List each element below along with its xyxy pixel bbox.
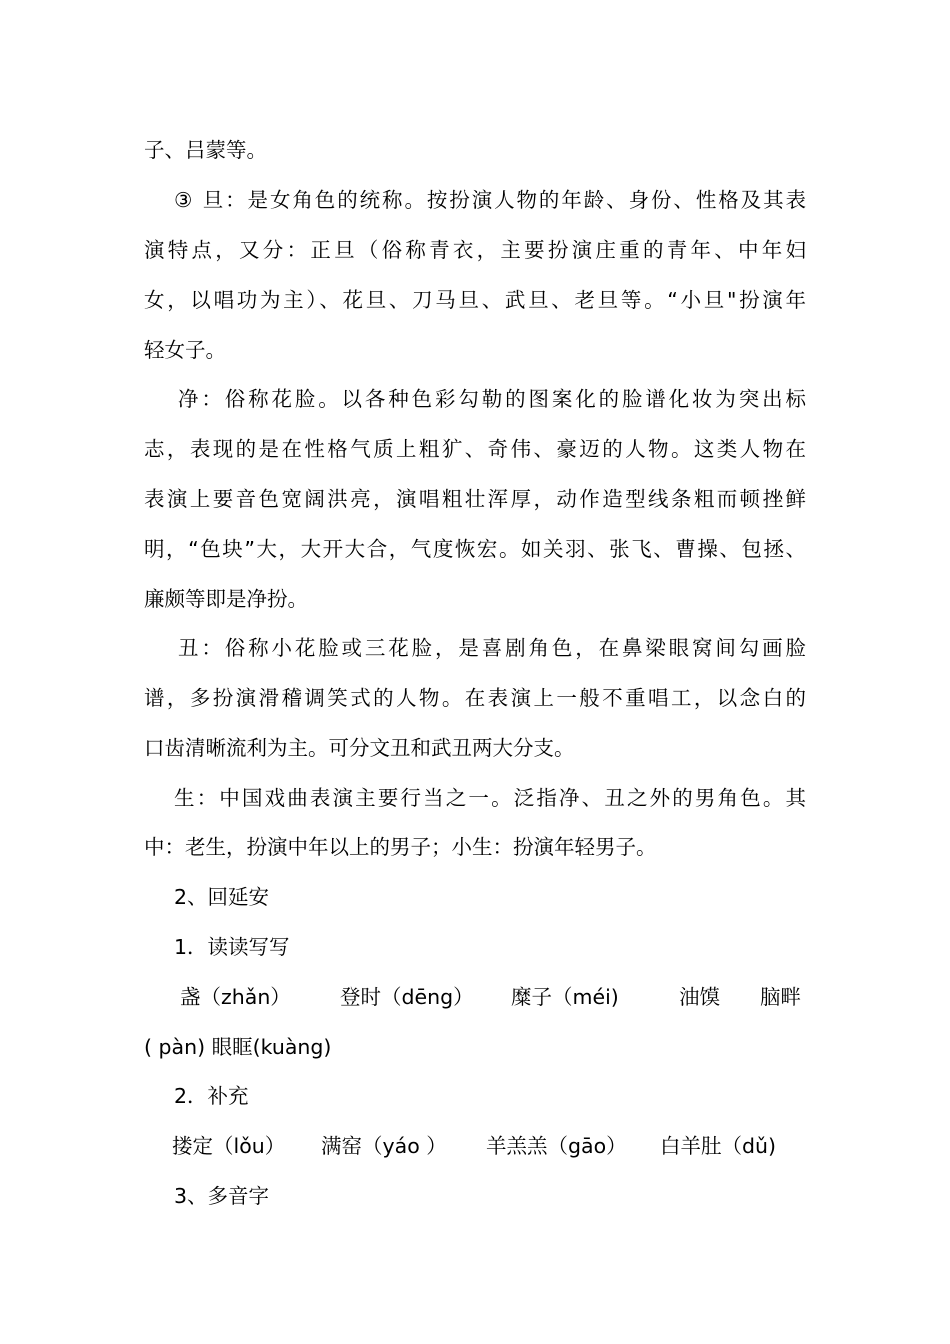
paragraph-dan-line: 演特点，又分：正旦（俗称青衣，主要扮演庄重的青年、中年妇: [144, 238, 806, 262]
vocab-item: 糜子（méi): [511, 985, 619, 1009]
section-heading: 3、多音字: [174, 1184, 270, 1208]
paragraph-sheng-line: 中：老生，扮演中年以上的男子；小生：扮演年轻男子。: [144, 835, 657, 859]
paragraph-chou-line: 口齿清晰流利为主。可分文丑和武丑两大分支。: [144, 736, 575, 760]
subsection-heading: 1．读读写写: [174, 935, 290, 959]
paragraph-jing-line: 净：俗称花脸。以各种色彩勾勒的图案化的脸谱化妆为突出标: [178, 387, 806, 411]
paragraph-chou-line: 谱，多扮演滑稽调笑式的人物。在表演上一般不重唱工，以念白的: [144, 686, 806, 710]
paragraph-jing-line: 明，“色块”大，大开大合，气度恢宏。如关羽、张飞、曹操、包拯、: [144, 537, 806, 561]
paragraph-jing-line: 志，表现的是在性格气质上粗犷、奇伟、豪迈的人物。这类人物在: [144, 437, 806, 461]
paragraph-jing-line: 表演上要音色宽阔洪亮，演唱粗壮浑厚，动作造型线条粗而顿挫鲜: [144, 487, 806, 511]
paragraph-dan-line: 轻女子。: [144, 338, 226, 362]
vocab-item: 油馍: [679, 985, 720, 1009]
section-heading: 2、回延安: [174, 885, 270, 909]
paragraph-chou-line: 丑：俗称小花脸或三花脸，是喜剧角色，在鼻梁眼窝间勾画脸: [178, 636, 806, 660]
vocab-line: ( pàn) 眼眶(kuàng): [144, 1035, 332, 1059]
vocab-item: 盏（zhǎn）: [180, 985, 291, 1009]
vocab-item: 羊羔羔（gāo）: [486, 1134, 627, 1158]
vocab-item: 登时（dēng）: [340, 985, 474, 1009]
paragraph-dan-line: 女，以唱功为主）、花旦、刀马旦、武旦、老旦等。“小旦"扮演年: [144, 288, 806, 312]
paragraph-jing-line: 廉颇等即是净扮。: [144, 587, 308, 611]
vocab-item: 白羊肚（dǔ): [660, 1134, 777, 1158]
vocab-item: 脑畔: [760, 985, 801, 1009]
vocab-item: 搂定（lǒu）: [172, 1134, 286, 1158]
paragraph-dan-line: ③ 旦：是女角色的统称。按扮演人物的年龄、身份、性格及其表: [174, 188, 806, 212]
vocab-item: 满窑（yáo ）: [321, 1134, 447, 1158]
paragraph-line: 子、吕蒙等。: [144, 138, 267, 162]
subsection-heading: 2．补充: [174, 1084, 249, 1108]
paragraph-sheng-line: 生：中国戏曲表演主要行当之一。泛指净、丑之外的男角色。其: [174, 786, 806, 810]
